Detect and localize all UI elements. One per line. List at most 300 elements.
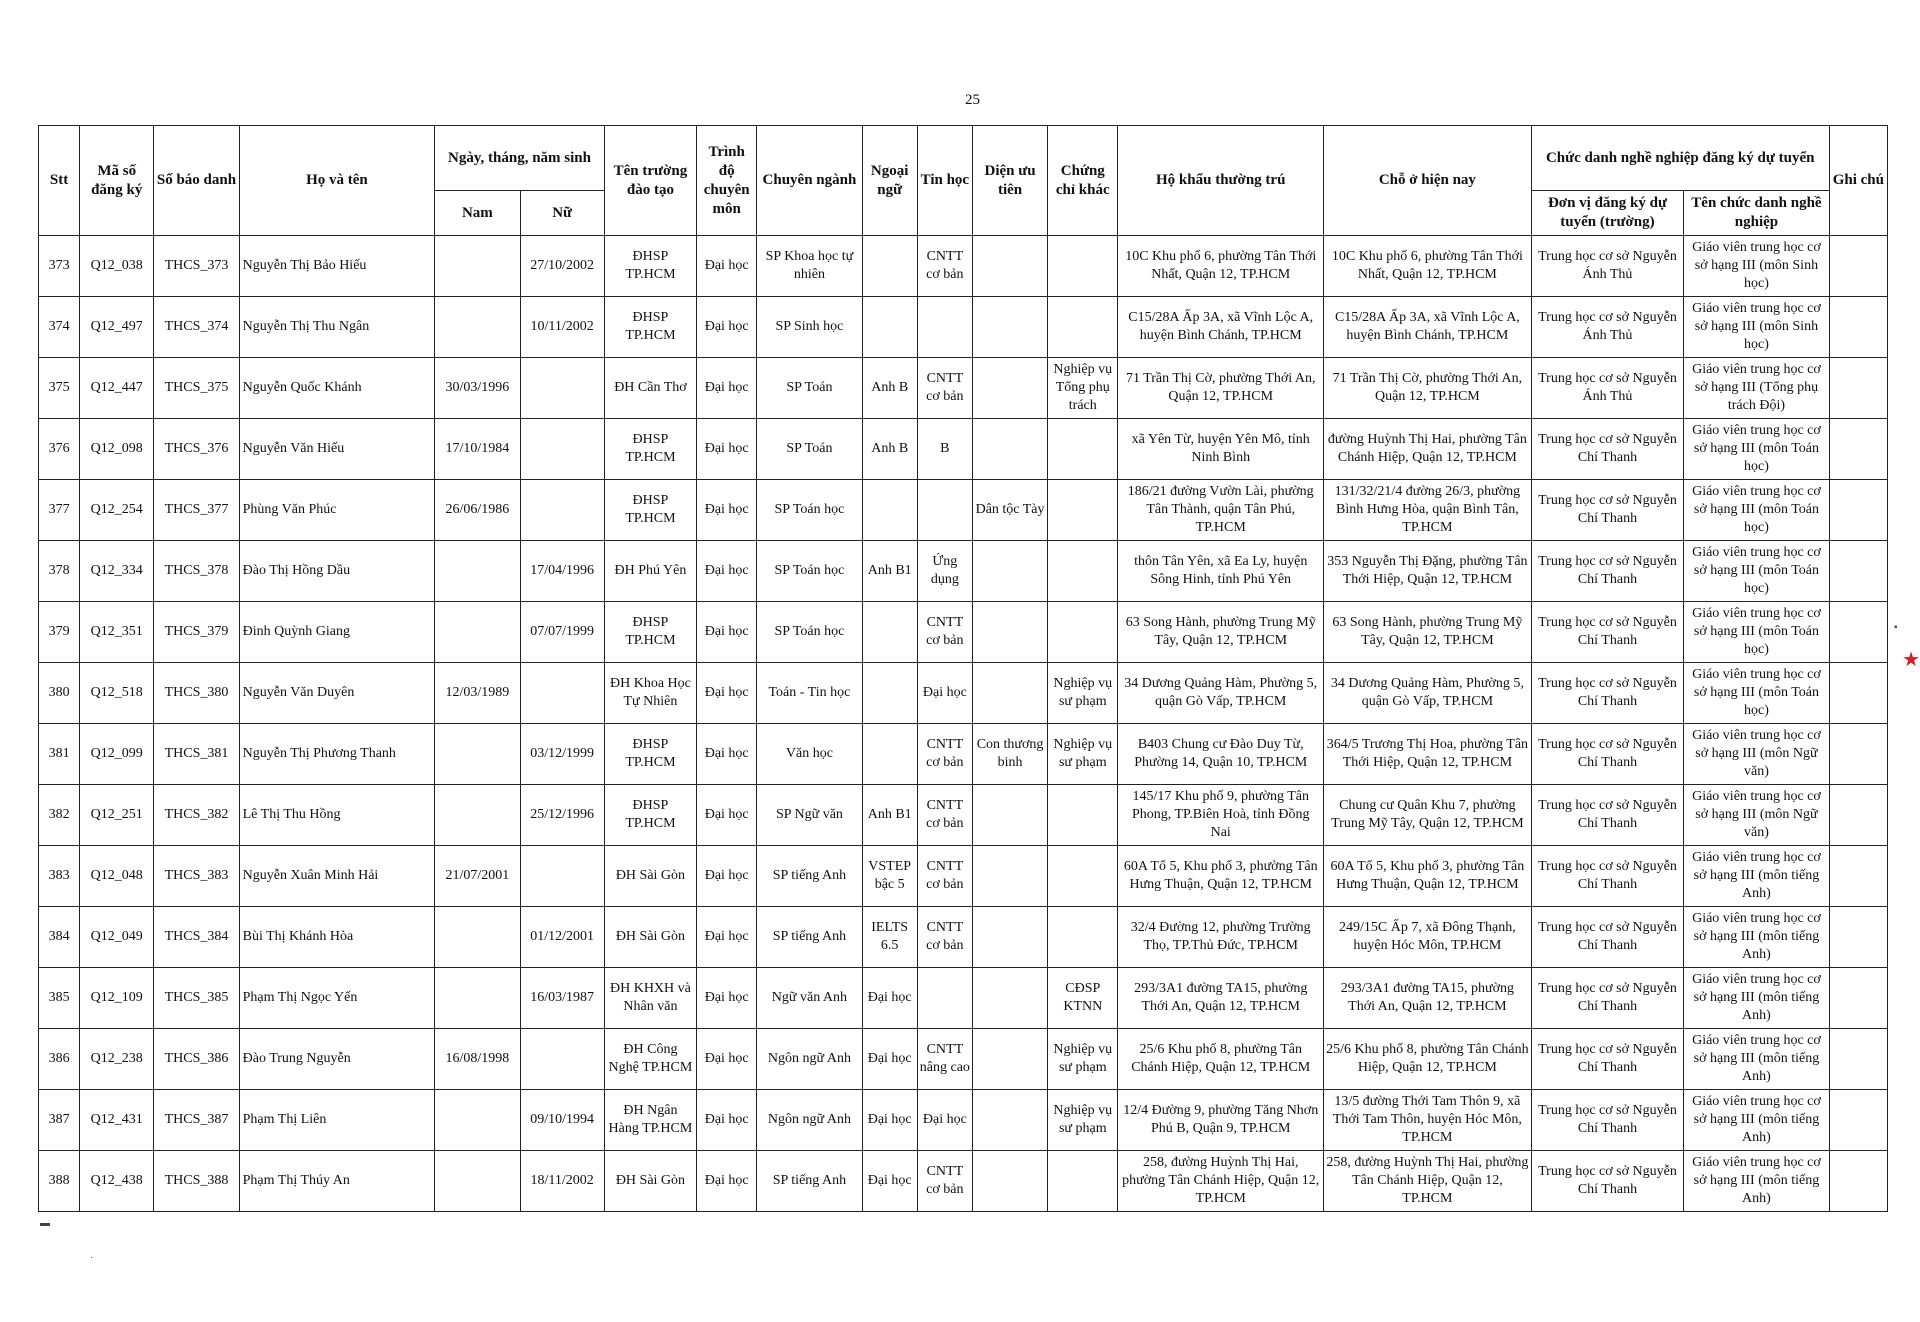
cell-so-bao-danh: THCS_388 [154,1151,239,1212]
cell-nam: 16/08/1998 [435,1029,520,1090]
cell-nam [435,968,520,1029]
cell-ma-so: Q12_238 [80,1029,154,1090]
cell-trinh-do: Đại học [697,358,757,419]
cell-cho-o: 131/32/21/4 đường 26/3, phường Bình Hưng Hòa, quận Bình Tân, TP.HCM [1324,480,1532,541]
cell-chuyen-nganh: Toán - Tin học [757,663,862,724]
cell-nu: 01/12/2001 [520,907,604,968]
cell-chuyen-nganh: SP tiếng Anh [757,907,862,968]
cell-don-vi: Trung học cơ sở Nguyễn Chí Thanh [1531,846,1683,907]
cell-chuc-danh: Giáo viên trung học cơ sở hạng III (môn tiếng Anh) [1684,1151,1829,1212]
cell-dien-uu-tien [972,541,1047,602]
cell-ma-so: Q12_447 [80,358,154,419]
cell-cho-o: 34 Dương Quảng Hàm, Phường 5, quận Gò Vấp, TP.HCM [1324,663,1532,724]
cell-dien-uu-tien: Con thương binh [972,724,1047,785]
cell-ghi-chu [1829,907,1887,968]
cell-chuc-danh: Giáo viên trung học cơ sở hạng III (môn tiếng Anh) [1684,1029,1829,1090]
cell-trinh-do: Đại học [697,419,757,480]
cell-chuyen-nganh: SP Toán học [757,541,862,602]
cell-tin-hoc: CNTT cơ bản [917,785,972,846]
cell-truong: ĐHSP TP.HCM [604,236,696,297]
scan-speck: · [90,1253,94,1264]
cell-ho-khau: 145/17 Khu phố 9, phường Tân Phong, TP.Biên Hoà, tỉnh Đồng Nai [1118,785,1324,846]
cell-so-bao-danh: THCS_383 [154,846,239,907]
cell-don-vi: Trung học cơ sở Nguyễn Chí Thanh [1531,907,1683,968]
cell-dien-uu-tien [972,297,1047,358]
cell-ho-ten: Phạm Thị Ngọc Yến [239,968,435,1029]
cell-truong: ĐH Khoa Học Tự Nhiên [604,663,696,724]
cell-chung-chi: Nghiệp vụ Tổng phụ trách [1048,358,1118,419]
cell-trinh-do: Đại học [697,236,757,297]
cell-stt: 385 [39,968,80,1029]
cell-stt: 381 [39,724,80,785]
cell-ghi-chu [1829,236,1887,297]
cell-nam [435,1090,520,1151]
cell-so-bao-danh: THCS_384 [154,907,239,968]
registration-table [38,125,1888,1212]
cell-don-vi: Trung học cơ sở Nguyễn Chí Thanh [1531,602,1683,663]
cell-tin-hoc [917,297,972,358]
cell-ho-khau: 10C Khu phố 6, phường Tân Thới Nhất, Quận 12, TP.HCM [1118,236,1324,297]
cell-don-vi: Trung học cơ sở Nguyễn Chí Thanh [1531,785,1683,846]
cell-so-bao-danh: THCS_386 [154,1029,239,1090]
cell-nam: 26/06/1986 [435,480,520,541]
cell-ghi-chu [1829,358,1887,419]
cell-truong: ĐH Công Nghệ TP.HCM [604,1029,696,1090]
cell-cho-o: 13/5 đường Thới Tam Thôn 9, xã Thới Tam Thôn, huyện Hóc Môn, TP.HCM [1324,1090,1532,1151]
cell-chuyen-nganh: SP Toán [757,419,862,480]
cell-ngoai-ngu: Anh B1 [862,541,917,602]
cell-stt: 383 [39,846,80,907]
header-ma-so: Mã số đăng ký [80,126,154,236]
cell-dien-uu-tien [972,1151,1047,1212]
cell-ngoai-ngu: Anh B1 [862,785,917,846]
header-chung-chi: Chứng chỉ khác [1048,126,1118,236]
cell-so-bao-danh: THCS_377 [154,480,239,541]
cell-trinh-do: Đại học [697,1151,757,1212]
cell-so-bao-danh: THCS_382 [154,785,239,846]
table-row [39,968,1888,1029]
cell-so-bao-danh: THCS_373 [154,236,239,297]
cell-dien-uu-tien: Dân tộc Tày [972,480,1047,541]
cell-don-vi: Trung học cơ sở Nguyễn Ánh Thủ [1531,358,1683,419]
cell-truong: ĐH Phú Yên [604,541,696,602]
cell-dien-uu-tien [972,358,1047,419]
cell-stt: 386 [39,1029,80,1090]
cell-ngoai-ngu: Đại học [862,1151,917,1212]
table-row [39,846,1888,907]
cell-ho-ten: Nguyễn Thị Thu Ngân [239,297,435,358]
cell-nu: 07/07/1999 [520,602,604,663]
cell-ho-khau: 258, đường Huỳnh Thị Hai, phường Tân Chánh Hiệp, Quận 12, TP.HCM [1118,1151,1324,1212]
cell-ghi-chu [1829,785,1887,846]
cell-ma-so: Q12_334 [80,541,154,602]
cell-truong: ĐHSP TP.HCM [604,297,696,358]
scan-speck: ▬ [40,1218,50,1229]
cell-chung-chi [1048,297,1118,358]
cell-ngoai-ngu [862,480,917,541]
cell-ma-so: Q12_049 [80,907,154,968]
cell-nu [520,663,604,724]
table-row [39,297,1888,358]
header-chuc-danh: Chức danh nghề nghiệp đăng ký dự tuyển [1531,126,1829,191]
cell-ghi-chu [1829,846,1887,907]
cell-truong: ĐHSP TP.HCM [604,419,696,480]
cell-ho-ten: Đào Thị Hồng Dầu [239,541,435,602]
cell-tin-hoc: B [917,419,972,480]
cell-don-vi: Trung học cơ sở Nguyễn Ánh Thủ [1531,297,1683,358]
cell-ho-ten: Nguyễn Thị Bảo Hiếu [239,236,435,297]
cell-nu: 10/11/2002 [520,297,604,358]
cell-stt: 387 [39,1090,80,1151]
cell-chuc-danh: Giáo viên trung học cơ sở hạng III (Tổng phụ trách Đội) [1684,358,1829,419]
cell-ho-khau: C15/28A Ấp 3A, xã Vĩnh Lộc A, huyện Bình Chánh, TP.HCM [1118,297,1324,358]
cell-so-bao-danh: THCS_380 [154,663,239,724]
cell-nu: 17/04/1996 [520,541,604,602]
cell-trinh-do: Đại học [697,602,757,663]
cell-don-vi: Trung học cơ sở Nguyễn Chí Thanh [1531,663,1683,724]
cell-cho-o: 364/5 Trương Thị Hoa, phường Tân Thới Hiệp, Quận 12, TP.HCM [1324,724,1532,785]
header-ho-khau: Hộ khẩu thường trú [1118,126,1324,236]
table-row [39,907,1888,968]
cell-nam: 30/03/1996 [435,358,520,419]
cell-ghi-chu [1829,297,1887,358]
cell-chung-chi: Nghiệp vụ sư phạm [1048,663,1118,724]
table-row [39,663,1888,724]
cell-tin-hoc: CNTT cơ bản [917,602,972,663]
cell-ngoai-ngu [862,724,917,785]
cell-nam [435,785,520,846]
cell-dien-uu-tien [972,419,1047,480]
cell-ngoai-ngu [862,602,917,663]
cell-chuc-danh: Giáo viên trung học cơ sở hạng III (môn Toán học) [1684,602,1829,663]
cell-nam [435,907,520,968]
cell-tin-hoc: Ứng dụng [917,541,972,602]
header-truong: Tên trường đào tạo [604,126,696,236]
cell-cho-o: 63 Song Hành, phường Trung Mỹ Tây, Quận 12, TP.HCM [1324,602,1532,663]
cell-nam: 12/03/1989 [435,663,520,724]
cell-ho-ten: Nguyễn Quốc Khánh [239,358,435,419]
cell-ho-khau: 186/21 đường Vườn Lài, phường Tân Thành, quận Tân Phú, TP.HCM [1118,480,1324,541]
cell-truong: ĐHSP TP.HCM [604,602,696,663]
cell-ghi-chu [1829,663,1887,724]
cell-cho-o: C15/28A Ấp 3A, xã Vĩnh Lộc A, huyện Bình Chánh, TP.HCM [1324,297,1532,358]
cell-ma-so: Q12_351 [80,602,154,663]
cell-stt: 388 [39,1151,80,1212]
cell-nu [520,419,604,480]
cell-truong: ĐHSP TP.HCM [604,785,696,846]
cell-chung-chi: Nghiệp vụ sư phạm [1048,1029,1118,1090]
cell-chuc-danh: Giáo viên trung học cơ sở hạng III (môn Toán học) [1684,541,1829,602]
cell-ho-khau: 71 Trần Thị Cờ, phường Thới An, Quận 12, TP.HCM [1118,358,1324,419]
cell-nu: 09/10/1994 [520,1090,604,1151]
cell-ho-ten: Đào Trung Nguyễn [239,1029,435,1090]
table-row [39,602,1888,663]
cell-dien-uu-tien [972,663,1047,724]
cell-ngoai-ngu: Anh B [862,358,917,419]
cell-chuc-danh: Giáo viên trung học cơ sở hạng III (môn tiếng Anh) [1684,907,1829,968]
cell-ngoai-ngu [862,297,917,358]
cell-ho-ten: Phạm Thị Liên [239,1090,435,1151]
cell-ghi-chu [1829,1029,1887,1090]
cell-nu: 27/10/2002 [520,236,604,297]
cell-trinh-do: Đại học [697,663,757,724]
cell-tin-hoc: CNTT cơ bản [917,236,972,297]
cell-nu: 25/12/1996 [520,785,604,846]
cell-cho-o: Chung cư Quân Khu 7, phường Trung Mỹ Tây, Quận 12, TP.HCM [1324,785,1532,846]
cell-chuc-danh: Giáo viên trung học cơ sở hạng III (môn Ngữ văn) [1684,724,1829,785]
cell-nam [435,724,520,785]
cell-so-bao-danh: THCS_375 [154,358,239,419]
cell-chuyen-nganh: SP Khoa học tự nhiên [757,236,862,297]
scan-speck: ▪ [1894,622,1898,633]
cell-ma-so: Q12_098 [80,419,154,480]
cell-ngoai-ngu: VSTEP bậc 5 [862,846,917,907]
cell-truong: ĐH Sài Gòn [604,1151,696,1212]
cell-chuyen-nganh: SP Toán học [757,602,862,663]
cell-tin-hoc: Đại học [917,663,972,724]
cell-tin-hoc: CNTT nâng cao [917,1029,972,1090]
cell-stt: 375 [39,358,80,419]
cell-tin-hoc: CNTT cơ bản [917,724,972,785]
cell-ghi-chu [1829,480,1887,541]
cell-truong: ĐH Sài Gòn [604,907,696,968]
cell-ho-khau: 63 Song Hành, phường Trung Mỹ Tây, Quận 12, TP.HCM [1118,602,1324,663]
cell-stt: 376 [39,419,80,480]
cell-stt: 373 [39,236,80,297]
cell-tin-hoc: CNTT cơ bản [917,358,972,419]
cell-dien-uu-tien [972,785,1047,846]
cell-ngoai-ngu: Đại học [862,1090,917,1151]
header-ho-ten: Họ và tên [239,126,435,236]
header-stt: Stt [39,126,80,236]
cell-chuyen-nganh: Ngôn ngữ Anh [757,1090,862,1151]
cell-chung-chi [1048,785,1118,846]
cell-ho-ten: Nguyễn Văn Duyên [239,663,435,724]
cell-nu: 16/03/1987 [520,968,604,1029]
cell-tin-hoc: CNTT cơ bản [917,1151,972,1212]
cell-tin-hoc: Đại học [917,1090,972,1151]
cell-don-vi: Trung học cơ sở Nguyễn Chí Thanh [1531,724,1683,785]
table-row [39,480,1888,541]
cell-tin-hoc [917,480,972,541]
cell-chuyen-nganh: SP Toán học [757,480,862,541]
cell-don-vi: Trung học cơ sở Nguyễn Chí Thanh [1531,1151,1683,1212]
cell-chuc-danh: Giáo viên trung học cơ sở hạng III (môn tiếng Anh) [1684,968,1829,1029]
cell-ma-so: Q12_048 [80,846,154,907]
cell-nu: 18/11/2002 [520,1151,604,1212]
cell-cho-o: đường Huỳnh Thị Hai, phường Tân Chánh Hiệp, Quận 12, TP.HCM [1324,419,1532,480]
cell-nam: 17/10/1984 [435,419,520,480]
cell-ma-so: Q12_038 [80,236,154,297]
cell-chuyen-nganh: SP tiếng Anh [757,846,862,907]
cell-so-bao-danh: THCS_385 [154,968,239,1029]
cell-ho-ten: Phạm Thị Thúy An [239,1151,435,1212]
cell-chung-chi: Nghiệp vụ sư phạm [1048,1090,1118,1151]
cell-chuyen-nganh: SP Toán [757,358,862,419]
cell-ngoai-ngu [862,663,917,724]
header-ngoai-ngu: Ngoại ngữ [862,126,917,236]
cell-chung-chi [1048,1151,1118,1212]
cell-tin-hoc [917,968,972,1029]
cell-chung-chi [1048,480,1118,541]
cell-nu [520,846,604,907]
cell-ho-ten: Nguyễn Văn Hiếu [239,419,435,480]
cell-so-bao-danh: THCS_387 [154,1090,239,1151]
cell-stt: 374 [39,297,80,358]
cell-trinh-do: Đại học [697,297,757,358]
cell-so-bao-danh: THCS_378 [154,541,239,602]
cell-dien-uu-tien [972,846,1047,907]
cell-trinh-do: Đại học [697,968,757,1029]
cell-truong: ĐHSP TP.HCM [604,480,696,541]
cell-ghi-chu [1829,724,1887,785]
table-row [39,236,1888,297]
cell-ngoai-ngu: Đại học [862,1029,917,1090]
cell-ma-so: Q12_251 [80,785,154,846]
header-so-bao-danh: Số báo danh [154,126,239,236]
cell-chuc-danh: Giáo viên trung học cơ sở hạng III (môn Sinh học) [1684,297,1829,358]
cell-chung-chi [1048,907,1118,968]
cell-ho-khau: 32/4 Đường 12, phường Trường Thọ, TP.Thủ Đức, TP.HCM [1118,907,1324,968]
cell-ngoai-ngu: Anh B [862,419,917,480]
cell-chung-chi [1048,541,1118,602]
cell-ho-khau: thôn Tân Yên, xã Ea Ly, huyện Sông Hinh, tỉnh Phú Yên [1118,541,1324,602]
cell-ho-ten: Phùng Văn Phúc [239,480,435,541]
cell-chung-chi [1048,602,1118,663]
cell-chuyen-nganh: Văn học [757,724,862,785]
cell-truong: ĐH Sài Gòn [604,846,696,907]
cell-ho-khau: xã Yên Từ, huyện Yên Mô, tỉnh Ninh Bình [1118,419,1324,480]
cell-trinh-do: Đại học [697,1090,757,1151]
cell-ghi-chu [1829,419,1887,480]
cell-cho-o: 25/6 Khu phố 8, phường Tân Chánh Hiệp, Quận 12, TP.HCM [1324,1029,1532,1090]
cell-cho-o: 353 Nguyễn Thị Đặng, phường Tân Thới Hiệp, Quận 12, TP.HCM [1324,541,1532,602]
cell-dien-uu-tien [972,236,1047,297]
table-row [39,358,1888,419]
cell-chung-chi [1048,236,1118,297]
cell-nu [520,358,604,419]
header-dien-uu-tien: Diện ưu tiên [972,126,1047,236]
cell-stt: 378 [39,541,80,602]
cell-ho-ten: Lê Thị Thu Hồng [239,785,435,846]
cell-ghi-chu [1829,1090,1887,1151]
cell-don-vi: Trung học cơ sở Nguyễn Chí Thanh [1531,541,1683,602]
cell-truong: ĐH Ngân Hàng TP.HCM [604,1090,696,1151]
cell-ma-so: Q12_099 [80,724,154,785]
cell-chuc-danh: Giáo viên trung học cơ sở hạng III (môn Toán học) [1684,480,1829,541]
cell-nam [435,297,520,358]
table-row [39,419,1888,480]
header-don-vi: Đơn vị đăng ký dự tuyển (trường) [1531,191,1683,236]
cell-nam [435,602,520,663]
cell-chung-chi [1048,846,1118,907]
red-star-icon: ★ [1902,649,1920,671]
header-ghi-chu: Ghi chú [1829,126,1887,236]
header-tin-hoc: Tin học [917,126,972,236]
cell-ma-so: Q12_254 [80,480,154,541]
cell-truong: ĐHSP TP.HCM [604,724,696,785]
cell-stt: 380 [39,663,80,724]
cell-trinh-do: Đại học [697,1029,757,1090]
cell-ho-khau: 34 Dương Quảng Hàm, Phường 5, quận Gò Vấp, TP.HCM [1118,663,1324,724]
cell-ho-khau: 12/4 Đường 9, phường Tăng Nhơn Phú B, Quận 9, TP.HCM [1118,1090,1324,1151]
cell-ho-ten: Bùi Thị Khánh Hòa [239,907,435,968]
cell-trinh-do: Đại học [697,480,757,541]
header-trinh-do: Trình độ chuyên môn [697,126,757,236]
cell-don-vi: Trung học cơ sở Nguyễn Chí Thanh [1531,1090,1683,1151]
cell-trinh-do: Đại học [697,541,757,602]
cell-ho-khau: B403 Chung cư Đào Duy Từ, Phường 14, Quận 10, TP.HCM [1118,724,1324,785]
cell-chuc-danh: Giáo viên trung học cơ sở hạng III (môn tiếng Anh) [1684,1090,1829,1151]
cell-cho-o: 60A Tổ 5, Khu phố 3, phường Tân Hưng Thuận, Quận 12, TP.HCM [1324,846,1532,907]
cell-chuc-danh: Giáo viên trung học cơ sở hạng III (môn Sinh học) [1684,236,1829,297]
cell-nu: 03/12/1999 [520,724,604,785]
cell-so-bao-danh: THCS_379 [154,602,239,663]
header-chuyen-nganh: Chuyên ngành [757,126,862,236]
cell-chuyen-nganh: Ngữ văn Anh [757,968,862,1029]
cell-ghi-chu [1829,968,1887,1029]
cell-nam [435,236,520,297]
cell-trinh-do: Đại học [697,724,757,785]
cell-stt: 377 [39,480,80,541]
cell-so-bao-danh: THCS_374 [154,297,239,358]
cell-ho-khau: 293/3A1 đường TA15, phường Thới An, Quận 12, TP.HCM [1118,968,1324,1029]
cell-ho-khau: 60A Tổ 5, Khu phố 3, phường Tân Hưng Thuận, Quận 12, TP.HCM [1118,846,1324,907]
cell-cho-o: 249/15C Ấp 7, xã Đông Thạnh, huyện Hóc Môn, TP.HCM [1324,907,1532,968]
cell-don-vi: Trung học cơ sở Nguyễn Chí Thanh [1531,968,1683,1029]
cell-chuc-danh: Giáo viên trung học cơ sở hạng III (môn Toán học) [1684,663,1829,724]
cell-chung-chi: CĐSP KTNN [1048,968,1118,1029]
cell-cho-o: 293/3A1 đường TA15, phường Thới An, Quận 12, TP.HCM [1324,968,1532,1029]
cell-don-vi: Trung học cơ sở Nguyễn Chí Thanh [1531,1029,1683,1090]
header-nam: Nam [435,191,520,236]
cell-dien-uu-tien [972,1090,1047,1151]
table-row [39,785,1888,846]
header-cho-o: Chỗ ở hiện nay [1324,126,1532,236]
table-body [39,236,1888,1212]
cell-nam [435,541,520,602]
cell-ngoai-ngu: IELTS 6.5 [862,907,917,968]
cell-chuc-danh: Giáo viên trung học cơ sở hạng III (môn tiếng Anh) [1684,846,1829,907]
cell-chung-chi: Nghiệp vụ sư phạm [1048,724,1118,785]
cell-trinh-do: Đại học [697,907,757,968]
cell-trinh-do: Đại học [697,846,757,907]
cell-ma-so: Q12_518 [80,663,154,724]
cell-nu [520,480,604,541]
cell-chuyen-nganh: Ngôn ngữ Anh [757,1029,862,1090]
table-row [39,724,1888,785]
cell-trinh-do: Đại học [697,785,757,846]
cell-dien-uu-tien [972,1029,1047,1090]
table-row [39,541,1888,602]
cell-dien-uu-tien [972,968,1047,1029]
header-ten-chuc-danh: Tên chức danh nghề nghiệp [1684,191,1829,236]
cell-stt: 379 [39,602,80,663]
cell-ho-ten: Đinh Quỳnh Giang [239,602,435,663]
cell-cho-o: 10C Khu phố 6, phường Tân Thới Nhất, Quận 12, TP.HCM [1324,236,1532,297]
cell-ma-so: Q12_497 [80,297,154,358]
table-row [39,1090,1888,1151]
cell-ghi-chu [1829,602,1887,663]
cell-chuc-danh: Giáo viên trung học cơ sở hạng III (môn Toán học) [1684,419,1829,480]
cell-ma-so: Q12_431 [80,1090,154,1151]
cell-nu [520,1029,604,1090]
cell-so-bao-danh: THCS_381 [154,724,239,785]
page-number: 25 [965,92,980,108]
cell-don-vi: Trung học cơ sở Nguyễn Ánh Thủ [1531,236,1683,297]
cell-chuyen-nganh: SP Ngữ văn [757,785,862,846]
table-row [39,1151,1888,1212]
